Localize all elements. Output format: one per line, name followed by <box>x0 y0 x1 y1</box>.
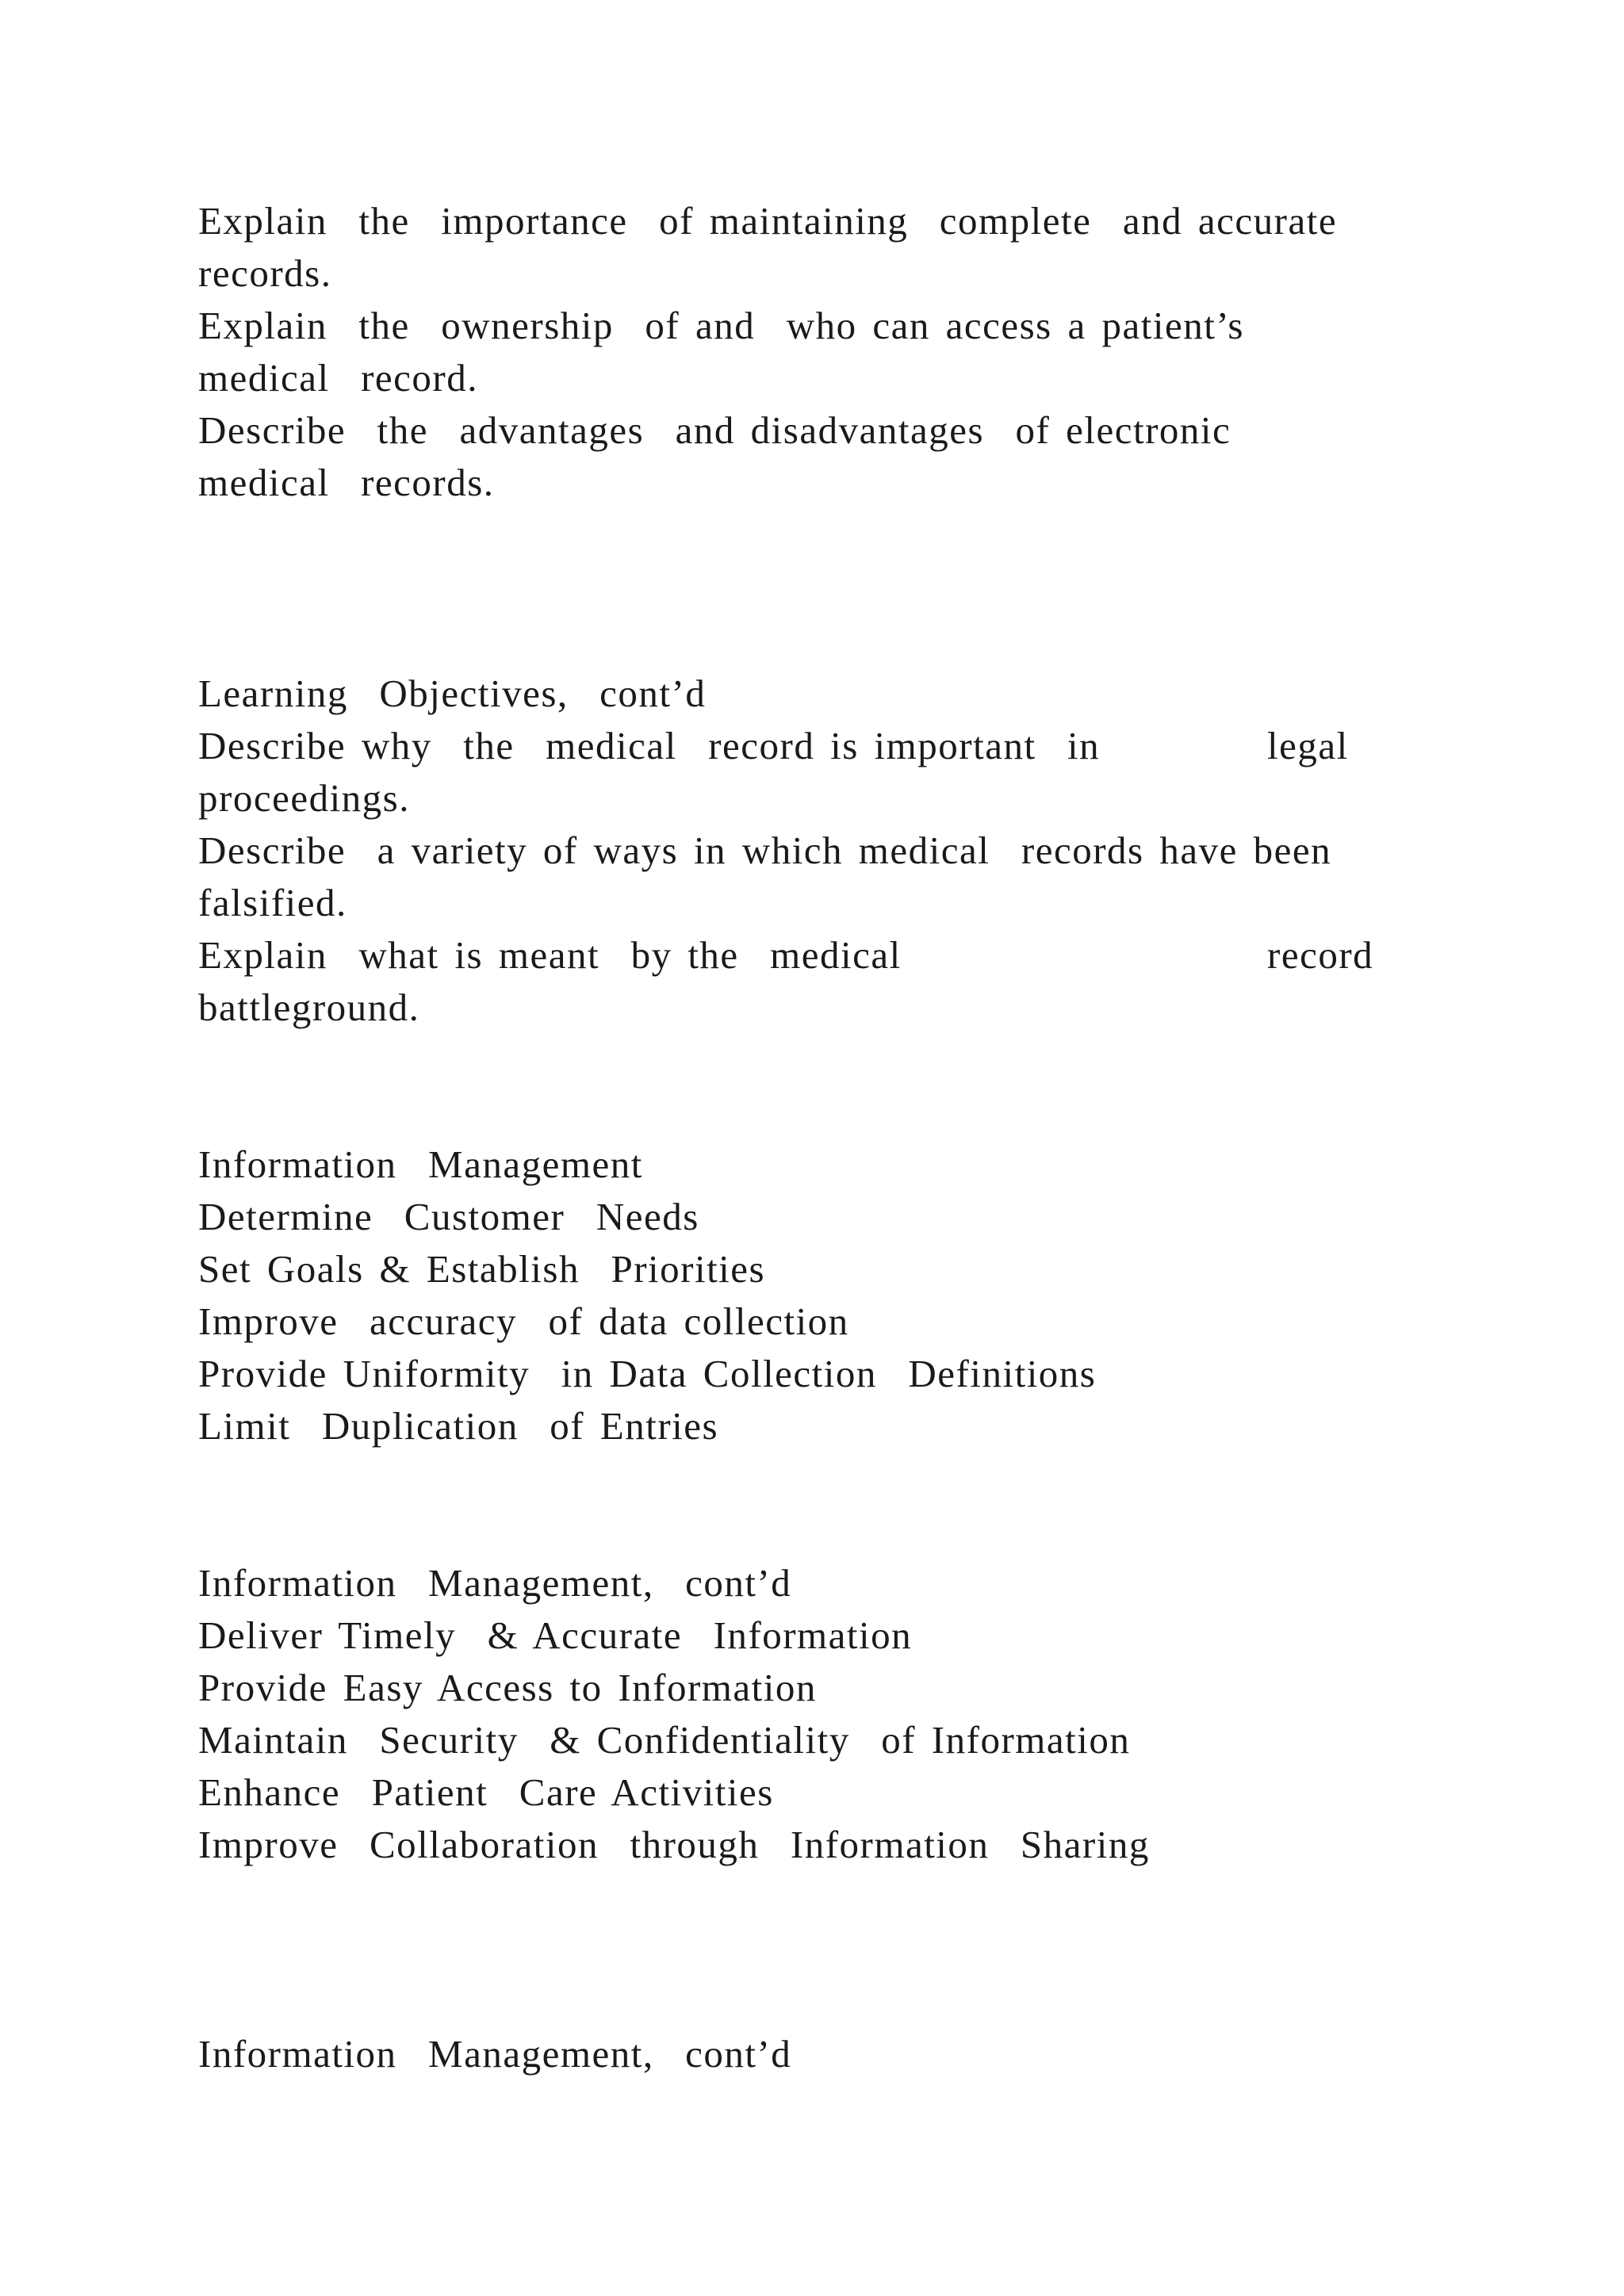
list-item: Maintain Security & Confidentiality of Information <box>198 1718 1131 1762</box>
objective-line: medical records. <box>198 461 495 504</box>
list-item: Determine Customer Needs <box>198 1195 699 1238</box>
objective-line: Explain what is meant by the medical <box>198 933 902 977</box>
list-item: Provide Uniformity in Data Collection Definitions <box>198 1352 1097 1395</box>
objective-line: battleground. <box>198 985 420 1029</box>
list-item: Deliver Timely & Accurate Information <box>198 1613 913 1657</box>
objective-line: falsified. <box>198 881 347 924</box>
objective-line: proceedings. <box>198 776 410 820</box>
section-heading: Information Management <box>198 1142 643 1186</box>
list-item: Set Goals & Establish Priorities <box>198 1247 766 1291</box>
objective-line: records. <box>198 251 332 295</box>
objective-line-right-word: record <box>1267 933 1374 977</box>
objective-line: Describe a variety of ways in which medical records have been <box>198 828 1332 872</box>
section-heading: Learning Objectives, cont’d <box>198 672 707 715</box>
list-item: Improve Collaboration through Information Sharing <box>198 1823 1150 1866</box>
section-heading: Information Management, cont’d <box>198 2032 792 2076</box>
objective-line: Explain the ownership of and who can access a patient’s <box>198 304 1245 347</box>
list-item: Limit Duplication of Entries <box>198 1404 719 1448</box>
objective-line: Describe why the medical record is important in <box>198 724 1101 767</box>
objective-line: Describe the advantages and disadvantages of electronic <box>198 408 1231 452</box>
list-item: Provide Easy Access to Information <box>198 1666 817 1709</box>
objective-line: Explain the importance of maintaining complete and accurate <box>198 199 1338 243</box>
list-item: Enhance Patient Care Activities <box>198 1770 774 1814</box>
list-item: Improve accuracy of data collection <box>198 1299 849 1343</box>
objective-line: medical record. <box>198 356 478 400</box>
objective-line-right-word: legal <box>1267 724 1349 767</box>
section-heading: Information Management, cont’d <box>198 1561 792 1605</box>
